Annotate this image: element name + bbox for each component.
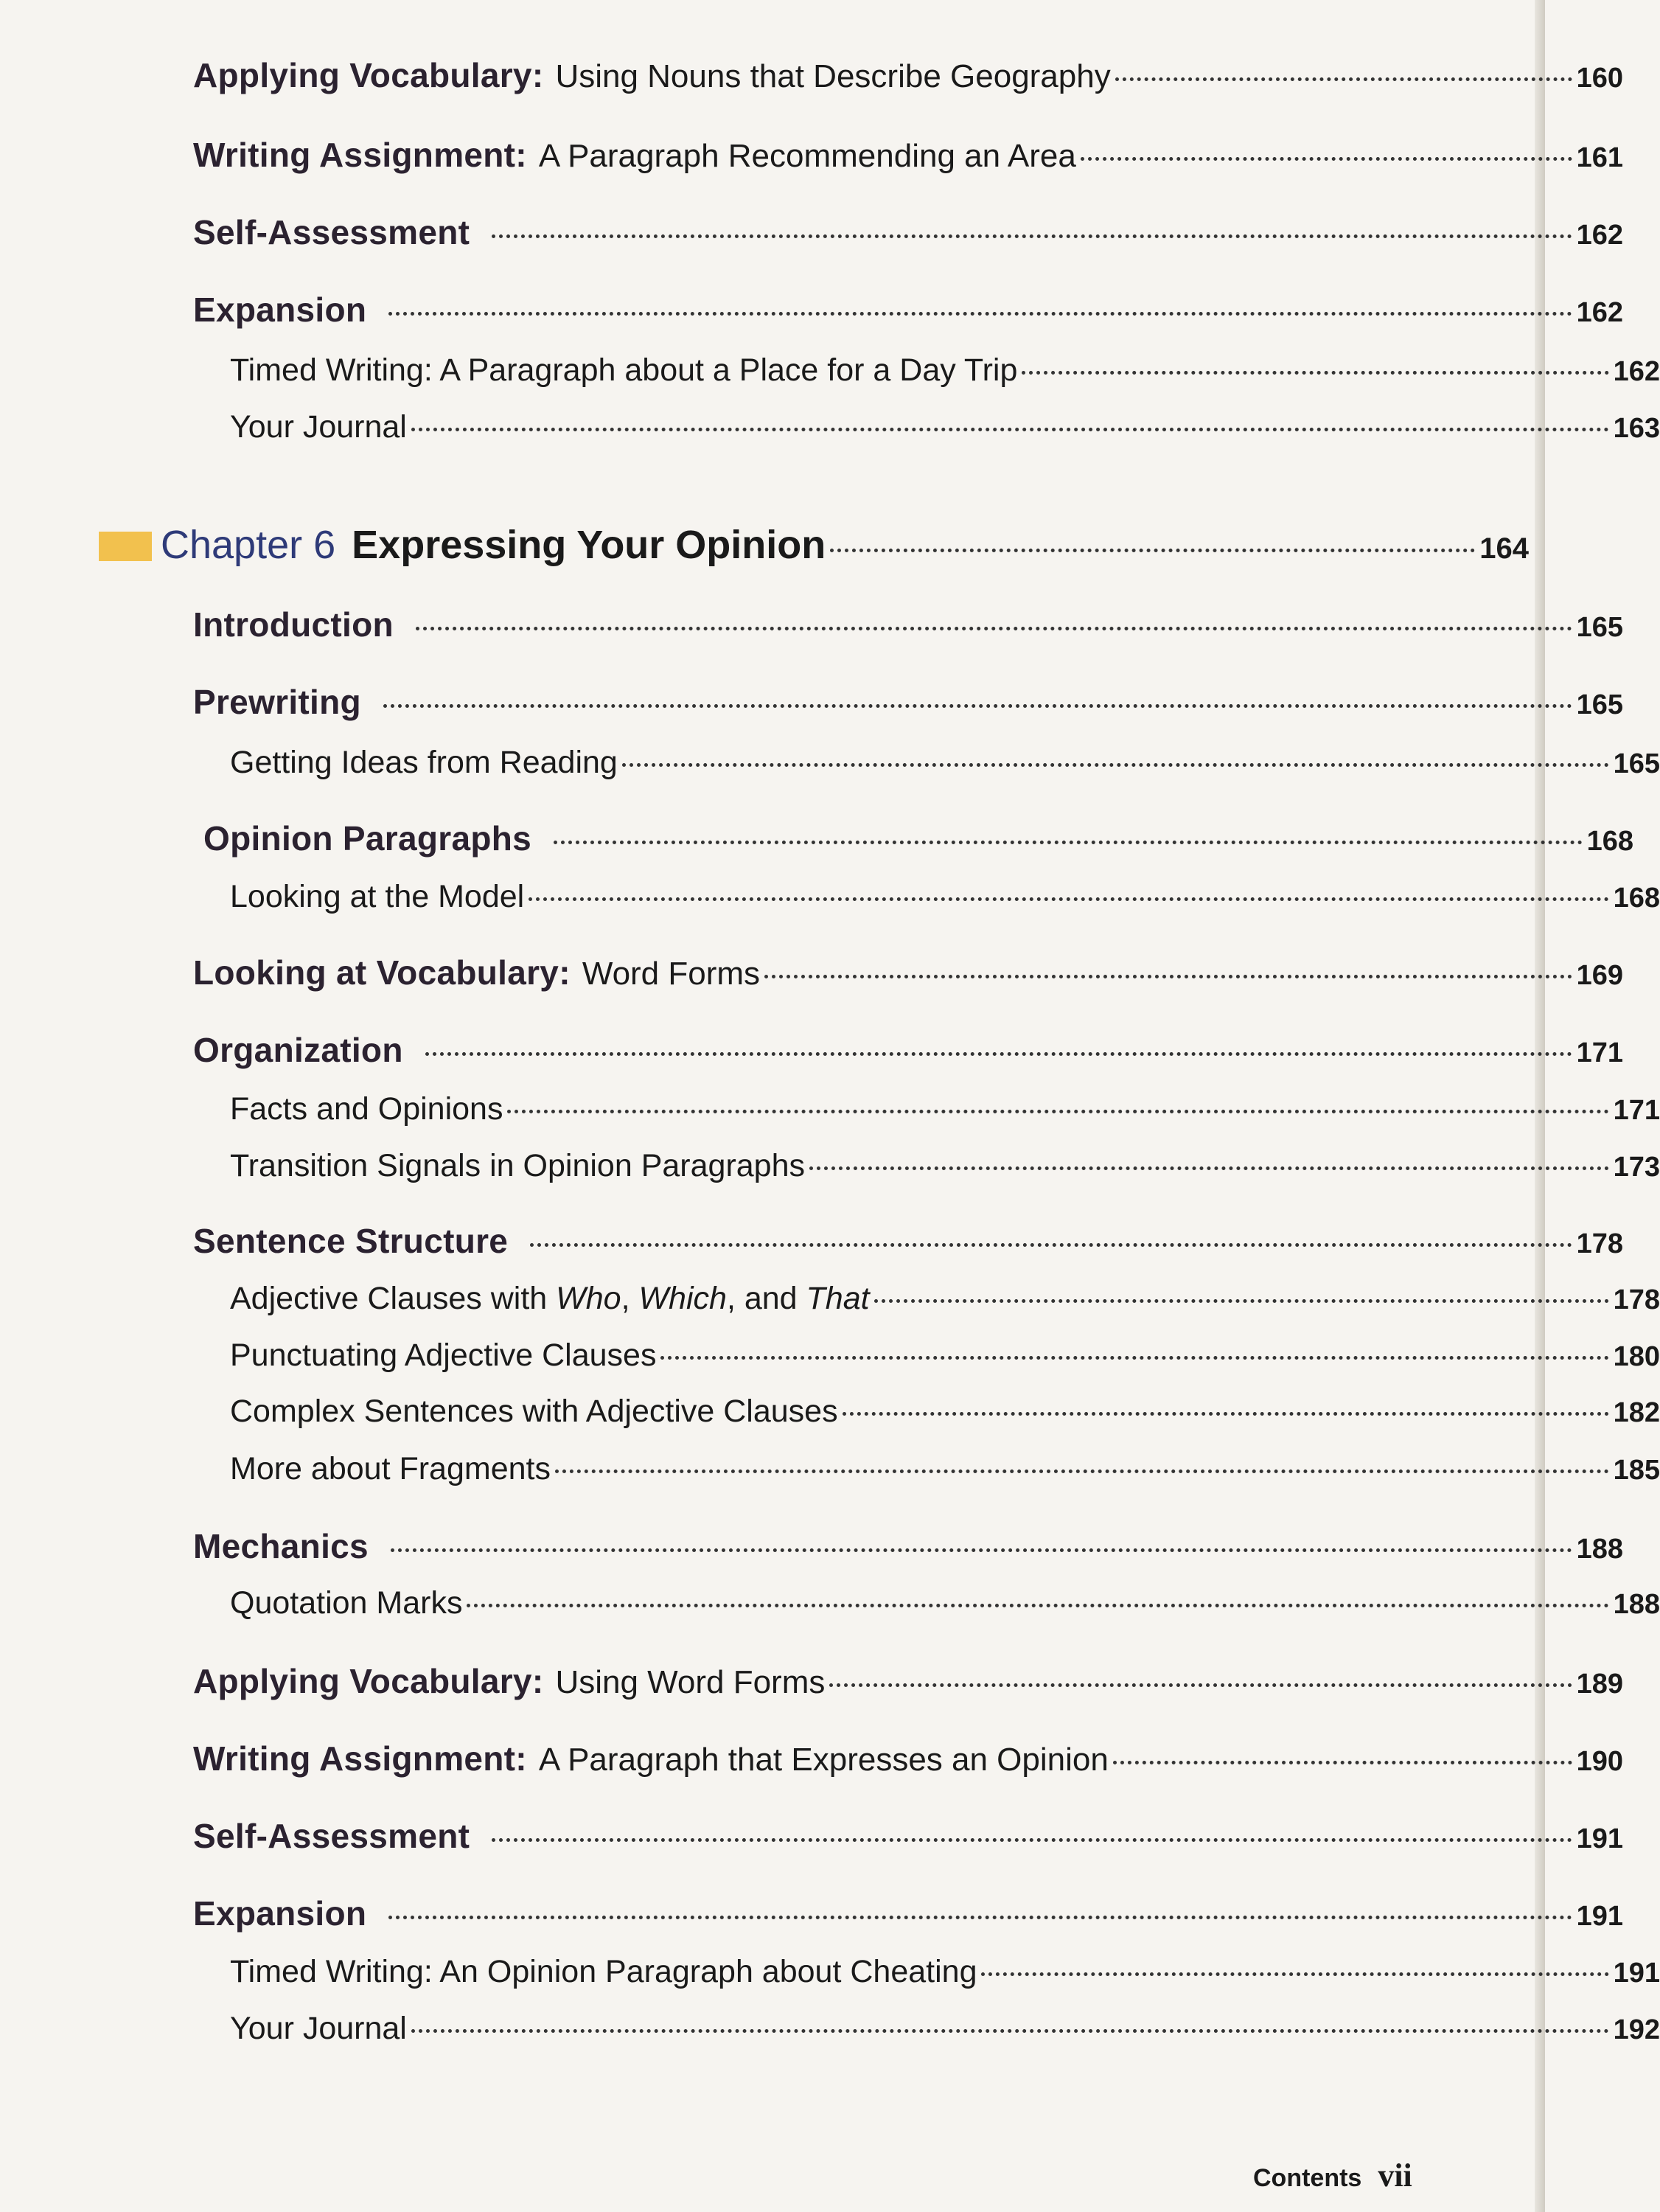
dot-leader xyxy=(383,704,1572,708)
dot-leader xyxy=(622,763,1609,767)
entry-label: , xyxy=(621,1281,639,1316)
page-number: 171 xyxy=(1613,1095,1660,1126)
dot-leader xyxy=(391,1548,1572,1552)
footer-section-label: Contents xyxy=(1253,2164,1362,2192)
toc-entry-writing-assignment-area[interactable] xyxy=(0,135,1623,175)
toc-entry-prewriting[interactable] xyxy=(0,682,1623,722)
page-number: 169 xyxy=(1576,960,1623,991)
page-number: 168 xyxy=(1586,826,1633,857)
entry-subtitle: A Paragraph Recommending an Area xyxy=(538,138,1076,174)
entry-heading: Looking at Vocabulary: xyxy=(193,953,571,992)
entry-subtitle: Word Forms xyxy=(582,956,761,992)
toc-entry-adjective-clauses[interactable] xyxy=(0,1281,1660,1317)
dot-leader xyxy=(411,428,1609,431)
entry-label: Quotation Marks xyxy=(230,1585,463,1621)
entry-label: Timed Writing: A Paragraph about a Place for a Day Trip xyxy=(230,352,1018,388)
page-number: 188 xyxy=(1576,1534,1623,1565)
entry-label: , and xyxy=(726,1281,806,1316)
entry-subtitle: A Paragraph that Expresses an Opinion xyxy=(538,1742,1109,1778)
toc-entry-getting-ideas[interactable] xyxy=(0,745,1660,781)
toc-entry-complex-sentences[interactable] xyxy=(0,1394,1660,1430)
page-number: 163 xyxy=(1613,413,1660,444)
page-number: 191 xyxy=(1613,1958,1660,1989)
toc-entry-self-assessment-2[interactable] xyxy=(0,1816,1623,1856)
entry-heading: Applying Vocabulary: xyxy=(193,1662,544,1700)
toc-entry-sentence-structure[interactable] xyxy=(0,1221,1623,1261)
entry-heading: Writing Assignment: xyxy=(193,1739,527,1778)
dot-leader xyxy=(388,312,1572,316)
page-number: 161 xyxy=(1576,142,1623,173)
entry-heading: Prewriting xyxy=(193,683,361,721)
page-number: 162 xyxy=(1613,356,1660,387)
page-number: 162 xyxy=(1576,297,1623,328)
dot-leader xyxy=(416,627,1572,630)
page-number: 178 xyxy=(1576,1228,1623,1259)
chapter-number: Chapter 6 xyxy=(161,523,336,567)
entry-label: Your Journal xyxy=(230,2011,407,2046)
entry-label: Punctuating Adjective Clauses xyxy=(230,1338,657,1373)
toc-entry-writing-assignment-opinion[interactable] xyxy=(0,1739,1623,1778)
page-number: 180 xyxy=(1613,1341,1660,1372)
chapter-title: Expressing Your Opinion xyxy=(352,523,826,567)
page-number: 191 xyxy=(1576,1901,1623,1932)
page-number: 162 xyxy=(1576,220,1623,251)
entry-heading: Self-Assessment xyxy=(193,1817,470,1855)
entry-label-italic: Which xyxy=(638,1281,727,1316)
toc-entry-mechanics[interactable] xyxy=(0,1526,1623,1566)
dot-leader xyxy=(1113,1761,1572,1764)
entry-heading: Applying Vocabulary: xyxy=(193,56,544,94)
entry-heading: Organization xyxy=(193,1031,403,1069)
toc-entry-more-about-fragments[interactable] xyxy=(0,1451,1660,1487)
toc-entry-punctuating-clauses[interactable] xyxy=(0,1338,1660,1374)
toc-chapter-6[interactable] xyxy=(0,522,1529,568)
page-number: 192 xyxy=(1613,2014,1660,2045)
dot-leader xyxy=(411,2029,1609,2033)
dot-leader xyxy=(507,1110,1608,1113)
entry-label: Facts and Opinions xyxy=(230,1091,503,1127)
dot-leader xyxy=(554,841,1583,844)
entry-heading: Sentence Structure xyxy=(193,1222,509,1260)
toc-entry-self-assessment[interactable] xyxy=(0,212,1623,252)
entry-label: More about Fragments xyxy=(230,1451,551,1486)
chapter-marker-icon xyxy=(99,532,152,561)
entry-label: Getting Ideas from Reading xyxy=(230,745,618,780)
entry-label: Your Journal xyxy=(230,409,407,445)
dot-leader xyxy=(843,1412,1609,1416)
page-number: 171 xyxy=(1576,1037,1623,1068)
dot-leader xyxy=(529,897,1608,901)
dot-leader xyxy=(660,1356,1608,1360)
toc-entry-looking-at-vocabulary[interactable] xyxy=(0,953,1623,992)
entry-heading: Expansion xyxy=(193,291,367,329)
entry-label-italic: Who xyxy=(556,1281,621,1316)
page-footer xyxy=(1253,2157,1430,2194)
entry-label: Complex Sentences with Adjective Clauses xyxy=(230,1394,838,1429)
dot-leader xyxy=(388,1916,1572,1919)
entry-heading: Self-Assessment xyxy=(193,213,470,251)
page-number: 173 xyxy=(1613,1152,1660,1183)
page-number: 178 xyxy=(1613,1284,1660,1315)
toc-entry-timed-writing-day-trip[interactable] xyxy=(0,352,1660,389)
page-number: 188 xyxy=(1613,1589,1660,1620)
toc-entry-organization[interactable] xyxy=(0,1030,1623,1070)
dot-leader xyxy=(425,1052,1572,1056)
toc-entry-your-journal-2[interactable] xyxy=(0,2011,1660,2047)
page-number: 165 xyxy=(1576,689,1623,720)
toc-entry-timed-writing-cheating[interactable] xyxy=(0,1954,1660,1990)
toc-entry-your-journal[interactable] xyxy=(0,409,1660,445)
page-number: 190 xyxy=(1576,1746,1623,1777)
entry-label: Adjective Clauses with xyxy=(230,1281,557,1316)
entry-heading: Mechanics xyxy=(193,1527,369,1565)
dot-leader xyxy=(874,1299,1609,1303)
page-number: 191 xyxy=(1576,1823,1623,1854)
page-number: 165 xyxy=(1613,748,1660,779)
dot-leader xyxy=(467,1604,1608,1607)
dot-leader xyxy=(492,234,1572,238)
dot-leader xyxy=(1022,371,1608,375)
toc-entry-applying-vocabulary-word-forms[interactable] xyxy=(0,1661,1623,1701)
toc-entry-expansion[interactable] xyxy=(0,290,1623,330)
entry-heading: Opinion Paragraphs xyxy=(203,819,532,858)
dot-leader xyxy=(1115,77,1572,81)
dot-leader xyxy=(492,1838,1572,1842)
page-number: 168 xyxy=(1613,883,1660,914)
dot-leader xyxy=(555,1470,1609,1473)
dot-leader xyxy=(809,1166,1609,1170)
dot-leader xyxy=(1081,157,1572,161)
toc-entry-looking-at-model[interactable] xyxy=(0,879,1660,915)
page-number: 185 xyxy=(1613,1455,1660,1486)
footer-page-number: vii xyxy=(1378,2157,1412,2194)
page-number: 160 xyxy=(1576,63,1623,94)
page-number: 182 xyxy=(1613,1397,1660,1428)
dot-leader xyxy=(981,1972,1608,1976)
toc-entry-quotation-marks[interactable] xyxy=(0,1585,1660,1621)
dot-leader xyxy=(530,1243,1572,1247)
entry-label: Looking at the Model xyxy=(230,879,525,914)
toc-entry-applying-vocabulary-geography[interactable] xyxy=(0,55,1623,95)
toc-entry-opinion-paragraphs[interactable] xyxy=(0,818,1633,858)
page-number: 165 xyxy=(1576,612,1623,643)
dot-leader xyxy=(829,1683,1572,1687)
toc-entry-facts-and-opinions[interactable] xyxy=(0,1091,1660,1127)
entry-heading: Expansion xyxy=(193,1894,367,1933)
toc-entry-introduction[interactable] xyxy=(0,605,1623,644)
page-number: 189 xyxy=(1576,1669,1623,1700)
toc-entry-expansion-2[interactable] xyxy=(0,1893,1623,1933)
entry-label-italic: That xyxy=(806,1281,870,1316)
entry-label: Transition Signals in Opinion Paragraphs xyxy=(230,1148,806,1183)
entry-heading: Writing Assignment: xyxy=(193,136,527,174)
dot-leader xyxy=(830,549,1475,552)
entry-heading: Introduction xyxy=(193,605,394,644)
dot-leader xyxy=(764,975,1572,978)
entry-subtitle: Using Word Forms xyxy=(555,1664,826,1700)
page-number: 164 xyxy=(1479,532,1529,565)
entry-label: Timed Writing: An Opinion Paragraph about Cheating xyxy=(230,1954,977,1989)
entry-subtitle: Using Nouns that Describe Geography xyxy=(555,58,1111,94)
toc-entry-transition-signals[interactable] xyxy=(0,1148,1660,1184)
